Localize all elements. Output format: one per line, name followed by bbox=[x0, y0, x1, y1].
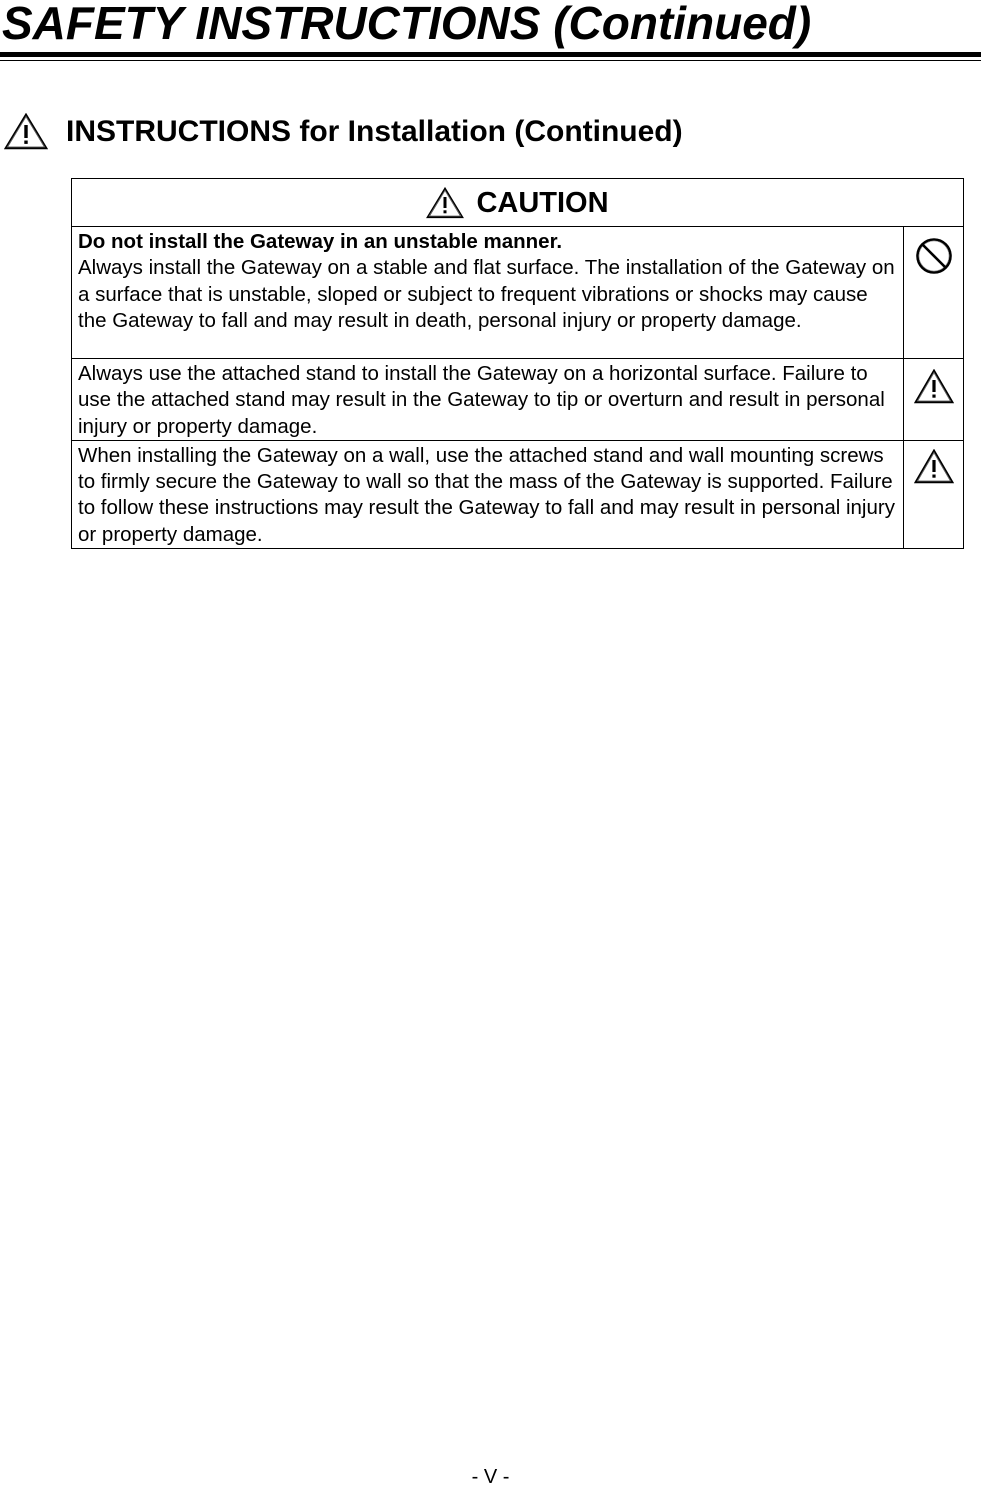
section-heading bbox=[4, 112, 683, 152]
instruction-heading: Do not install the Gateway in an unstable manner. bbox=[78, 230, 563, 253]
warning-triangle-icon bbox=[426, 187, 464, 219]
instruction-text-cell bbox=[72, 359, 904, 441]
instruction-body: Always use the attached stand to install the Gateway on a horizontal surface. Failure to use the attached stand may result in the Gateway to tip or overturn and result in personal injury or property damage. bbox=[78, 362, 885, 438]
title-rule bbox=[0, 52, 981, 57]
section-title: INSTRUCTIONS for Installation (Continued) bbox=[66, 115, 683, 148]
warning-triangle-icon bbox=[904, 449, 963, 485]
caution-label: CAUTION bbox=[476, 186, 609, 219]
table-row bbox=[72, 227, 964, 359]
instruction-body: Always install the Gateway on a stable and flat surface. The installation of the Gateway on a surface that is unstable, sloped or subject to frequent vibrations or shocks may cause the Gateway to fall and may result in death, personal injury or property damage. bbox=[78, 256, 895, 332]
warning-triangle-icon bbox=[4, 113, 48, 151]
instruction-text-cell bbox=[72, 227, 904, 359]
instruction-icon-cell bbox=[904, 359, 964, 441]
instruction-text-cell bbox=[72, 440, 904, 548]
table-row bbox=[72, 359, 964, 441]
caution-header-row bbox=[72, 179, 964, 227]
page-title: SAFETY INSTRUCTIONS (Continued) bbox=[2, 0, 812, 49]
instruction-icon-cell bbox=[904, 440, 964, 548]
caution-header bbox=[72, 179, 964, 227]
prohibition-icon bbox=[904, 236, 963, 276]
title-rule-thin bbox=[0, 60, 981, 61]
caution-table bbox=[71, 178, 964, 549]
table-row bbox=[72, 440, 964, 548]
instruction-body: When installing the Gateway on a wall, use the attached stand and wall mounting screws to firmly secure the Gateway to wall so that the mass of the Gateway is supported. Failure to follow these instructions may result the Gateway to fall and may result in personal injury or property damage. bbox=[78, 443, 895, 546]
instruction-icon-cell bbox=[904, 227, 964, 359]
warning-triangle-icon bbox=[904, 369, 963, 405]
page-number: - V - bbox=[471, 1466, 510, 1488]
